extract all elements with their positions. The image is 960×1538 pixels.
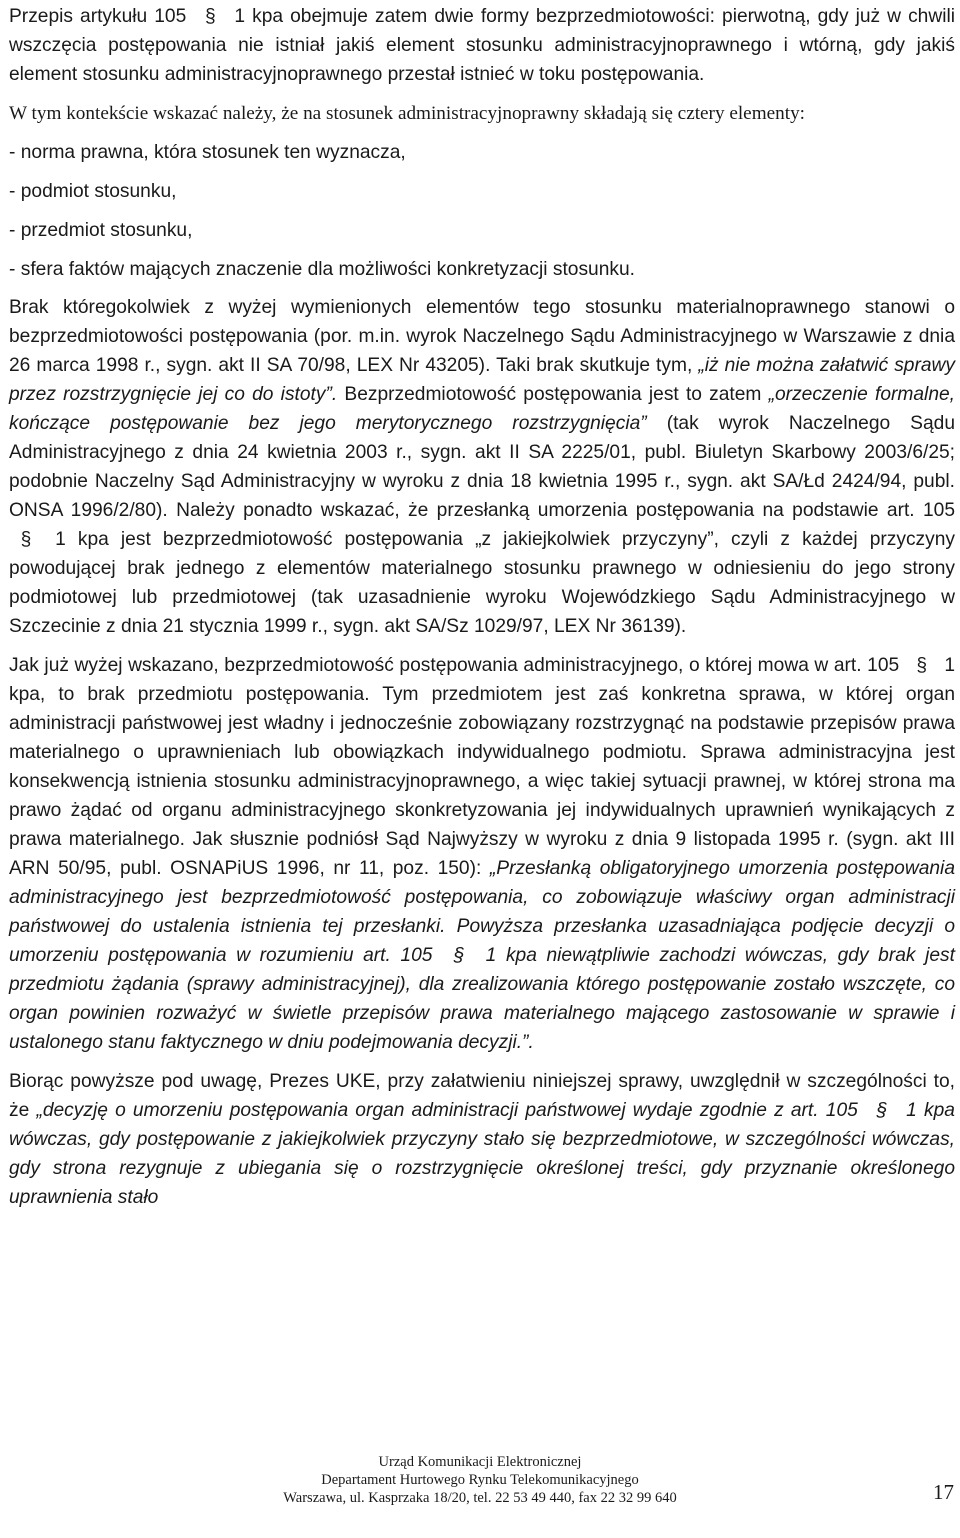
list-item: - przedmiot stosunku, — [9, 220, 193, 241]
paragraph-4: Jak już wyżej wskazano, bezprzedmiotowość postępowania administracyjnego, o której mowa w art. 105 § 1 kpa, to brak przedmiotu postępowania. Tym przedmiotem jest zaś konkretna sprawa, w której organ administracji państwowej jest władny i jednocześnie zobowiązany rozstrzygnąć na podstawie przepisów prawa materialnego o uprawnieniach lub obowiązkach indywidualnego podmiotu. Sprawa administracyjna jest konsekwencją istnienia stosunku administracyjnoprawnego, a więc takiej sytuacji prawnej, w której strona ma prawo żądać od organu administracyjnego skonkretyzowania jej indywidualnych uprawnień wynikających z prawa materialnego. Jak słusznie podniósł Sąd Najwyższy w wyroku z dnia 9 listopada 1995 r. (sygn. akt III ARN 50/95, publ. OSNAPiUS 1996, nr 11, poz. 150): „Przesłanką obligatoryjnego umorzenia postępowania administracyjnego jest bezprzedmiotowość postępowania, co zobowiązuje właściwy organ administracji państwowej do ustalenia istnienia tej przesłanki. Powyższa przesłanka uzasadniająca podjęcie decyzji o umorzeniu postępowania w rozumieniu art. 105 § 1 kpa niewątpliwie zachodzi wówczas, gdy brak jest przedmiotu żądania (sprawy administracyjnej), dla zrealizowania którego postępowanie zostało wszczęte, co organ powinien rozważyć w świetle przepisów prawa materialnego mającego zastosowanie w sprawie i ustalonego stanu faktycznego w dniu podejmowania decyzji.”. — [9, 651, 955, 1057]
footer — [0, 1453, 960, 1507]
paragraph-3: Brak któregokolwiek z wyżej wymienionych elementów tego stosunku materialnoprawnego stanowi o bezprzedmiotowości postępowania (por. m.in. wyrok Naczelnego Sądu Administracyjnego w Warszawie z dnia 26 marca 1998 r., sygn. akt II SA 70/98, LEX Nr 43205). Taki brak skutkuje tym, „iż nie można załatwić sprawy przez rozstrzygnięcie jej co do istoty”. Bezprzedmiotowość postępowania jest to zatem „orzeczenie formalne, kończące postępowanie bez jego merytorycznego rozstrzygnięcia” (tak wyrok Naczelnego Sądu Administracyjnego z dnia 24 kwietnia 2003 r., sygn. akt II SA 2225/01, publ. Biuletyn Skarbowy 2003/6/25; podobnie Naczelny Sąd Administracyjny w wyroku z dnia 18 kwietnia 1995 r., sygn. akt SA/Łd 2424/94, publ. ONSA 1996/2/80). Należy ponadto wskazać, że przesłanką umorzenia postępowania na podstawie art. 105 § 1 kpa jest bezprzedmiotowość postępowania „z jakiejkolwiek przyczyny”, czyli z każdej przyczyny powodującej brak jednego z elementów materialnego stosunku prawnego w odniesieniu do jego strony podmiotowej lub przedmiotowej (tak uzasadnienie wyroku Wojewódzkiego Sądu Administracyjnego w Szczecinie z dnia 21 stycznia 1999 r., sygn. akt SA/Sz 1029/97, LEX Nr 36139). — [9, 297, 955, 637]
paragraph-5: Biorąc powyższe pod uwagę, Prezes UKE, przy załatwieniu niniejszej sprawy, uwzględnił w szczególności to, że „decyzję o umorzeniu postępowania organ administracji państwowej wydaje zgodnie z art. 105 § 1 kpa wówczas, gdy postępowanie z jakiejkolwiek przyczyny stało się bezprzedmiotowe, w szczególności wówczas, gdy strona rezygnuje z ubiegania się o rozstrzygnięcie określonej treści, gdy przyznanie określonego uprawnienia stało — [9, 1071, 955, 1208]
paragraph-2: W tym kontekście wskazać należy, że na stosunek administracyjnoprawny składają się cztery elementy: — [9, 103, 805, 124]
footer-department: Departament Hurtowego Rynku Telekomunikacyjnego — [321, 1472, 639, 1488]
footer-office: Urząd Komunikacji Elektronicznej — [378, 1454, 582, 1470]
list-item: - sfera faktów mających znaczenie dla możliwości konkretyzacji stosunku. — [9, 259, 635, 280]
section-sign: § — [916, 655, 928, 676]
paragraph-1: Przepis artykułu 105 § 1 kpa obejmuje zatem dwie formy bezprzedmiotowości: pierwotną, gdy już w chwili wszczęcia postępowania nie istniał jakiś element stosunku administracyjnoprawnego i wtórną, gdy jakiś element stosunku administracyjnoprawnego przestał istnieć w toku postępowania. — [9, 2, 955, 89]
footer-address: Warszawa, ul. Kasprzaka 18/20, tel. 22 53 49 440, fax 22 32 99 640 — [283, 1490, 677, 1506]
list-item: - podmiot stosunku, — [9, 181, 177, 202]
section-sign: § — [876, 1100, 888, 1121]
section-sign: § — [20, 529, 32, 550]
section-sign: § — [205, 6, 216, 27]
list-item: - norma prawna, która stosunek ten wyznacza, — [9, 142, 406, 163]
document-page — [9, 0, 955, 1212]
page-number: 17 — [933, 1480, 954, 1504]
section-sign: § — [453, 945, 465, 966]
